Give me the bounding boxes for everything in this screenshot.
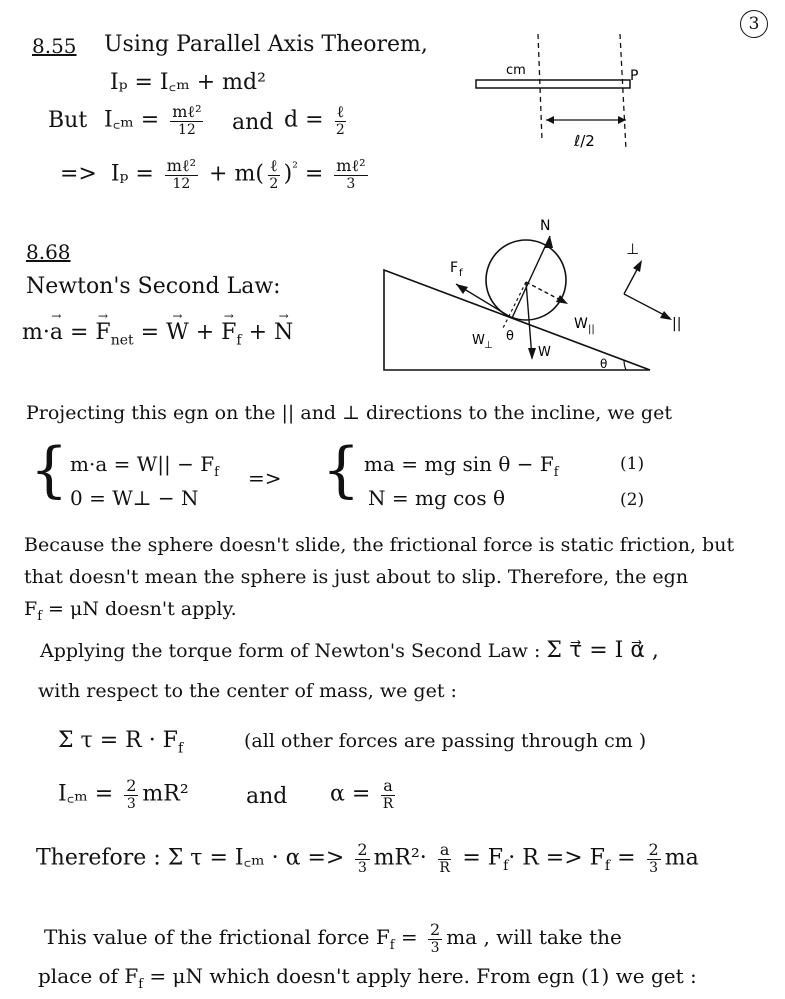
p-axis — [620, 34, 626, 150]
system1-line1: $m\cdot a = W|| - F_f$ — [70, 452, 219, 480]
incline — [384, 270, 650, 370]
right-brace: { — [322, 435, 361, 505]
p-label: P — [630, 68, 639, 84]
equation-number-2: (2) — [620, 490, 645, 510]
w-perp-label: W — [472, 333, 485, 348]
because-line1: Because the sphere doesn't slide, the frictional force is static friction, but — [24, 534, 735, 556]
d-definition: d = $\frac{\text{ℓ}}{2}$ — [284, 102, 345, 138]
system2-line2: N = mg cos θ — [368, 486, 506, 510]
system2-line1: ma = mg $\sin \theta - F_f$ — [364, 452, 559, 480]
problem-label-868: 8.68 — [26, 240, 71, 264]
alpha-definition: α = $\frac{a}{R}$ — [330, 776, 394, 812]
and-label-2: and — [246, 784, 288, 809]
problem-855-intro: Using Parallel Axis Theorem, — [104, 32, 428, 57]
normal-force — [512, 236, 550, 318]
page-number: 3 — [740, 10, 768, 38]
ip-result: => Iₚ = $\frac{\text{mℓ²}}{12}$ + m( $\frac{\text{ℓ}}{2}$ )$^{^2}$ = $\frac{\text{mℓ²}}{3}$ — [60, 156, 366, 192]
incline-diagram — [378, 210, 698, 380]
theta-sphere: θ — [506, 329, 514, 344]
newton-law-title: Newton's Second Law: — [26, 274, 281, 299]
icm-definition: I꜀ₘ = $\frac{\text{mℓ²}}{12}$ — [104, 102, 202, 138]
projecting-sentence: Projecting this egn on the || and ⊥ directions to the incline, we get — [26, 402, 672, 424]
system1-line2: 0 = W⊥ − N — [70, 486, 199, 510]
newton-equation: m·a → = $F \to_{net} = W$ → + $F \to_f + N$ → — [22, 322, 293, 347]
problem-label-855: 8.55 — [32, 34, 77, 58]
weight-label: W — [538, 345, 551, 360]
par-axis-label: || — [672, 316, 682, 332]
because-line3: $F_f = \mu N$ doesn't apply. — [24, 598, 237, 624]
theta-incline: θ — [600, 357, 608, 371]
equation-number-1: (1) — [620, 454, 645, 474]
sphere — [486, 240, 566, 320]
cm-axis — [538, 34, 542, 140]
torque-equation: Σ $\tau = R \cdot F_f$ — [58, 728, 184, 757]
w-parallel-label: W — [574, 316, 588, 332]
place-line: place of $F_f = \mu N$ which doesn't apply here. From egn (1) we get : — [38, 964, 697, 992]
w-parallel-sub: || — [588, 324, 595, 335]
half-length-label: ℓ/2 — [574, 132, 595, 150]
applying-line2: with respect to the center of mass, we get : — [38, 680, 457, 702]
but-label: But — [48, 108, 88, 133]
and-label: and — [232, 110, 274, 135]
torque-note: (all other forces are passing through cm ) — [244, 730, 647, 752]
cm-label: cm — [506, 63, 526, 78]
left-brace: { — [30, 435, 69, 505]
icm-sphere: I꜀ₘ = $\frac{2}{3}$ mR² — [58, 776, 189, 812]
w-perp-sub: ⊥ — [484, 340, 493, 351]
parallel-axis-equation: Iₚ = I꜀ₘ + md² — [110, 70, 266, 95]
friction-label-sub: f — [459, 268, 463, 279]
friction-label: F — [450, 260, 459, 276]
perp-axis-label: ⊥ — [626, 240, 640, 258]
because-line2: that doesn't mean the sphere is just about to slip. Therefore, the egn — [24, 566, 689, 588]
this-value-line: This value of the frictional force $F_f$ = $\frac{2}{3}$ ma , will take the — [44, 920, 622, 956]
rod-diagram — [462, 30, 662, 160]
normal-label: N — [540, 218, 551, 234]
rod — [476, 80, 630, 88]
system-arrow: => — [248, 466, 282, 490]
applying-line1: Applying the torque form of Newton's Second Law : Σ τ⃗ = I α⃗ , — [40, 638, 659, 663]
therefore-line: Therefore : Σ τ = I꜀ₘ · α => $\frac{2}{3}$ mR²· $\frac{a}{R}$ = $F_f\cdot R => F_f$ = $\frac{2}{3}$ ma — [36, 840, 699, 876]
